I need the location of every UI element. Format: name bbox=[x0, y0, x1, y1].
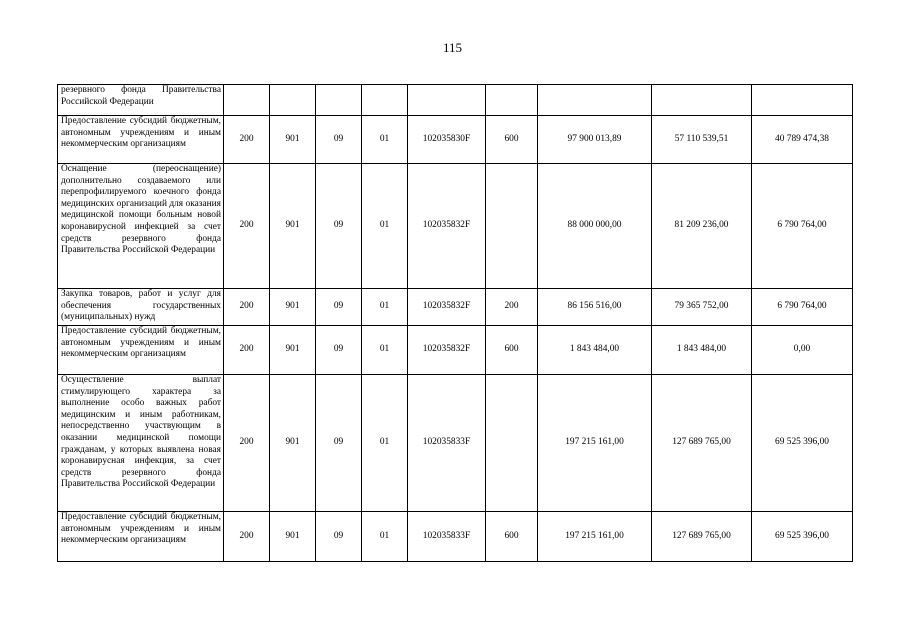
expense-type-cell bbox=[486, 164, 538, 289]
target-cell bbox=[408, 85, 486, 116]
sum-total-cell: 97 900 013,89 bbox=[538, 116, 652, 164]
expense-type-cell: 600 bbox=[486, 116, 538, 164]
item-cell: 01 bbox=[362, 375, 408, 512]
sum-1-cell: 79 365 752,00 bbox=[652, 289, 752, 326]
sum-1-cell: 57 110 539,51 bbox=[652, 116, 752, 164]
sum-total-cell: 88 000 000,00 bbox=[538, 164, 652, 289]
ministry-cell: 901 bbox=[270, 326, 316, 375]
sum-2-cell: 69 525 396,00 bbox=[752, 512, 853, 562]
item-cell: 01 bbox=[362, 116, 408, 164]
sum-total-cell bbox=[538, 85, 652, 116]
target-cell: 102035832F bbox=[408, 326, 486, 375]
row-name-cell: Предоставление субсидий бюджетным, автономным учреждениям и иным некоммерческим организациям bbox=[58, 116, 224, 164]
table-row bbox=[58, 512, 853, 562]
section-cell: 200 bbox=[224, 375, 270, 512]
section-cell: 200 bbox=[224, 289, 270, 326]
section-cell: 200 bbox=[224, 164, 270, 289]
item-cell: 01 bbox=[362, 326, 408, 375]
expense-type-cell: 600 bbox=[486, 512, 538, 562]
row-name-cell: Закупка товаров, работ и услуг для обеспечения государственных (муниципальных) нужд bbox=[58, 289, 224, 326]
expense-type-cell: 200 bbox=[486, 289, 538, 326]
subsection-cell: 09 bbox=[316, 289, 362, 326]
subsection-cell: 09 bbox=[316, 512, 362, 562]
sum-2-cell: 69 525 396,00 bbox=[752, 375, 853, 512]
target-cell: 102035833F bbox=[408, 512, 486, 562]
sum-2-cell bbox=[752, 85, 853, 116]
row-name-cell: резервного фонда Правительства Российской Федерации bbox=[58, 85, 224, 116]
page-number: 115 bbox=[442, 40, 463, 55]
section-cell: 200 bbox=[224, 116, 270, 164]
sum-1-cell: 127 689 765,00 bbox=[652, 375, 752, 512]
item-cell: 01 bbox=[362, 164, 408, 289]
target-cell: 102035830F bbox=[408, 116, 486, 164]
subsection-cell: 09 bbox=[316, 326, 362, 375]
item-cell: 01 bbox=[362, 512, 408, 562]
expense-type-cell bbox=[486, 375, 538, 512]
row-name-cell: Предоставление субсидий бюджетным, автономным учреждениям и иным некоммерческим организациям bbox=[58, 326, 224, 375]
item-cell bbox=[362, 85, 408, 116]
ministry-cell: 901 bbox=[270, 512, 316, 562]
expense-type-cell bbox=[486, 85, 538, 116]
subsection-cell bbox=[316, 85, 362, 116]
subsection-cell: 09 bbox=[316, 375, 362, 512]
subsection-cell: 09 bbox=[316, 116, 362, 164]
table-row bbox=[58, 116, 853, 164]
sum-total-cell: 197 215 161,00 bbox=[538, 512, 652, 562]
ministry-cell: 901 bbox=[270, 116, 316, 164]
sum-2-cell: 6 790 764,00 bbox=[752, 164, 853, 289]
table-row bbox=[58, 289, 853, 326]
sum-total-cell: 86 156 516,00 bbox=[538, 289, 652, 326]
ministry-cell: 901 bbox=[270, 375, 316, 512]
target-cell: 102035832F bbox=[408, 289, 486, 326]
sum-total-cell: 1 843 484,00 bbox=[538, 326, 652, 375]
expense-type-cell: 600 bbox=[486, 326, 538, 375]
sum-1-cell: 81 209 236,00 bbox=[652, 164, 752, 289]
sum-1-cell: 1 843 484,00 bbox=[652, 326, 752, 375]
ministry-cell bbox=[270, 85, 316, 116]
section-cell: 200 bbox=[224, 326, 270, 375]
ministry-cell: 901 bbox=[270, 289, 316, 326]
ministry-cell: 901 bbox=[270, 164, 316, 289]
sum-1-cell bbox=[652, 85, 752, 116]
sum-1-cell: 127 689 765,00 bbox=[652, 512, 752, 562]
table-row bbox=[58, 85, 853, 116]
table-row bbox=[58, 375, 853, 512]
sum-total-cell: 197 215 161,00 bbox=[538, 375, 652, 512]
item-cell: 01 bbox=[362, 289, 408, 326]
table-row bbox=[58, 164, 853, 289]
subsection-cell: 09 bbox=[316, 164, 362, 289]
row-name-cell: Предоставление субсидий бюджетным, автономным учреждениям и иным некоммерческим организациям bbox=[58, 512, 224, 562]
target-cell: 102035833F bbox=[408, 375, 486, 512]
sum-2-cell: 6 790 764,00 bbox=[752, 289, 853, 326]
budget-table bbox=[57, 84, 853, 562]
table-row bbox=[58, 326, 853, 375]
row-name-cell: Оснащение (переоснащение) дополнительно создаваемого или перепрофилируемого коечного фонда медицинских организаций для оказания медицинской помощи больным новой коронавирусной инфекцией за счет средств резервного фонда Правительства Российской Федерации bbox=[58, 164, 224, 289]
target-cell: 102035832F bbox=[408, 164, 486, 289]
row-name-cell: Осуществление выплат стимулирующего характера за выполнение особо важных работ медицинским и иным работникам, непосредственно участвующим в оказании медицинской помощи гражданам, у которых выявлена новая коронавирусная инфекция, за счет средств резервного фонда Правительства Российской Федерации bbox=[58, 375, 224, 512]
sum-2-cell: 40 789 474,38 bbox=[752, 116, 853, 164]
section-cell: 200 bbox=[224, 512, 270, 562]
section-cell bbox=[224, 85, 270, 116]
sum-2-cell: 0,00 bbox=[752, 326, 853, 375]
